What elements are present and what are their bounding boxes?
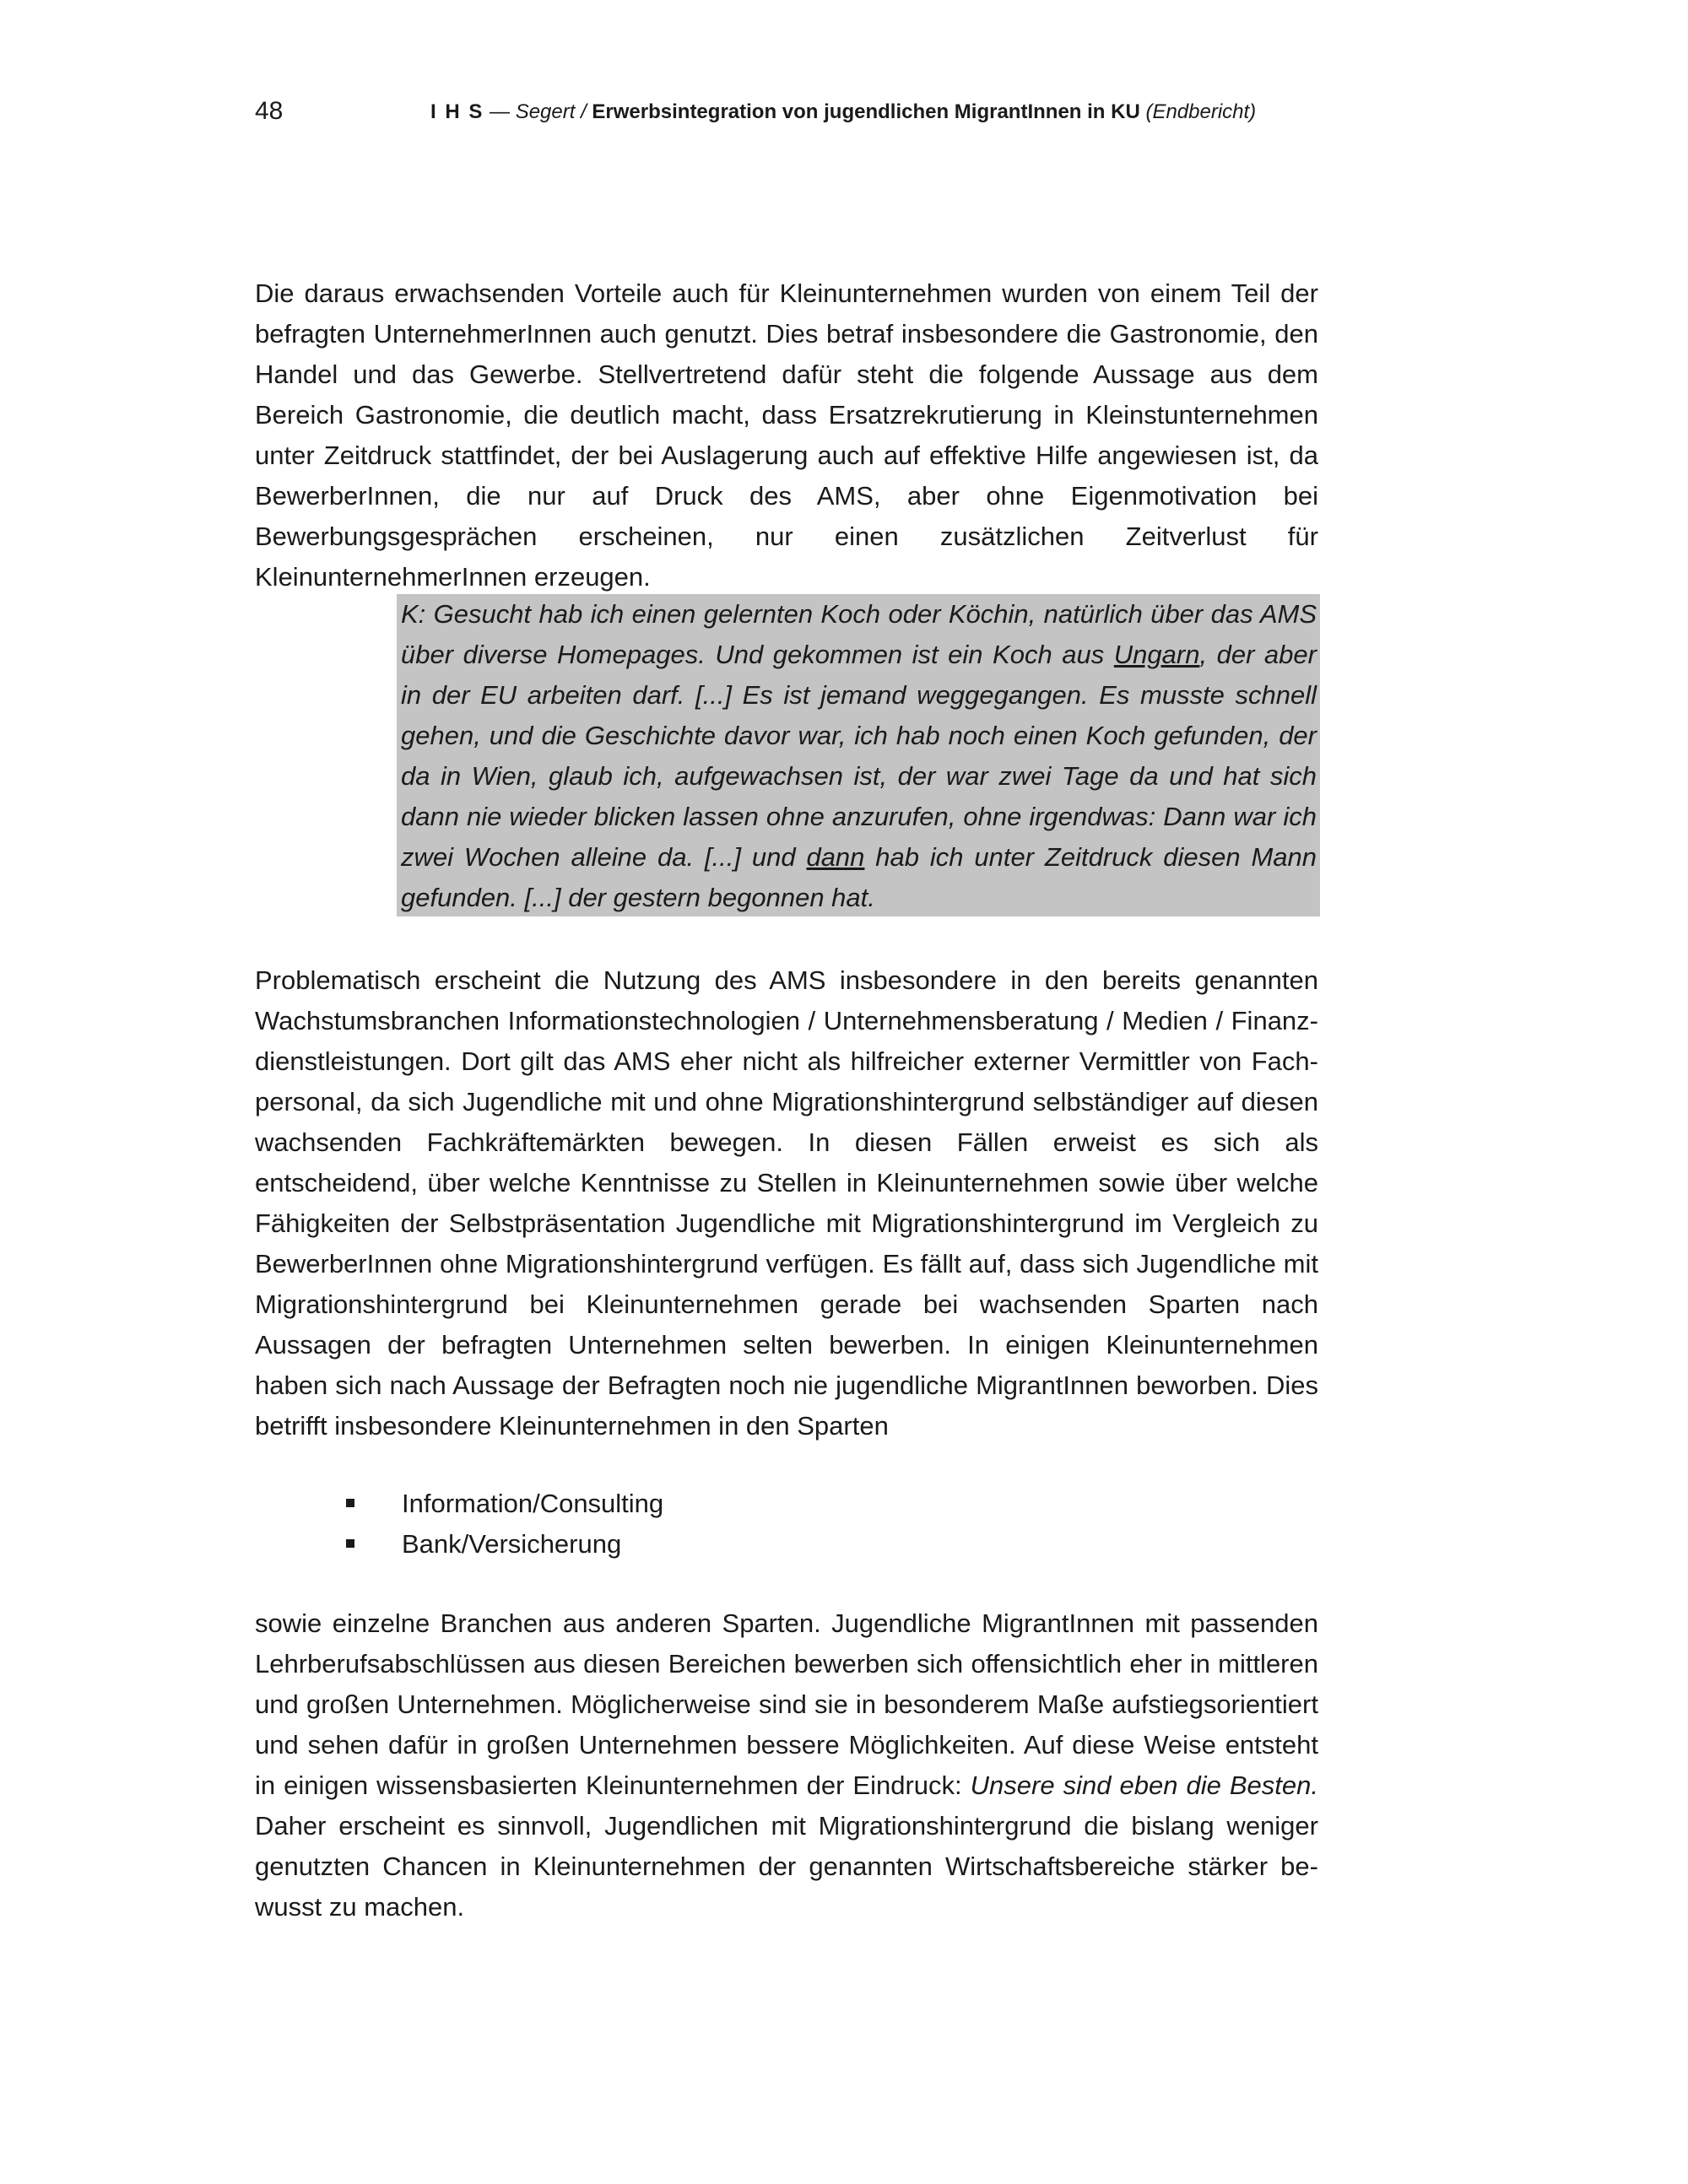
page-number: 48 [255, 97, 284, 125]
header-report-tag: (Endbericht) [1145, 100, 1257, 123]
conclusion-italic-quote: Unsere sind eben die Besten. [970, 1770, 1318, 1800]
paragraph-conclusion [255, 1603, 1318, 1927]
quote-underlined-ungarn: Ungarn [1113, 640, 1200, 669]
sector-list [346, 1484, 663, 1565]
list-item-label: Bank/Versicherung [402, 1529, 622, 1559]
header-author: Segert / [515, 100, 587, 123]
conclusion-segment: Daher erscheint es sinnvoll, Jugendlichen mit Migrationshintergrund die bislang weniger genutzten Chancen in Kleinunternehmen der genannten Wirtschaftsbereiche stärker bewusst zu machen. [255, 1811, 1318, 1922]
quote-underlined-dann: dann [806, 842, 865, 872]
header-title: Erwerbsintegration von jugendlichen MigrantInnen in KU [586, 100, 1140, 123]
quote-segment: , der aber in der EU arbeiten darf. [...] Es ist jemand weggegangen. Es musste schnell gehen, und die Geschichte davor war, ich hab noch einen Koch gefunden, der da in Wien, glaub ich, aufgewachsen ist, der war zwei Tage da und hat sich dann nie wieder blicken lassen ohne anzurufen, ohne irgendwas: Dann war ich zwei Wochen alleine da. [...] und [401, 640, 1317, 872]
interview-quote-text [401, 594, 1317, 918]
paragraph-problem: Problematisch erscheint die Nutzung des AMS insbesondere in den bereits genannten Wachstumsbranchen Informationstechnologien / Unternehmensberatung / Medien / Finanzdienstleistungen. Dort gilt das AMS eher nicht als hilfreicher externer Vermittler von Fachpersonal, da sich Jugendliche mit und ohne Migrationshintergrund selbständiger auf diesen wachsenden Fachkräftemärkten bewegen. In diesen Fällen erweist es sich als entscheidend, über welche Kenntnisse zu Stellen in Kleinunternehmen sowie über welche Fähigkeiten der Selbstpräsentation Jugendliche mit Migrationshintergrund im Vergleich zu BewerberInnen ohne Migrationshintergrund verfügen. Es fällt auf, dass sich Jugendliche mit Migrationshintergrund bei Kleinunternehmen gerade bei wachsenden Sparten nach Aussagen der befragten Unternehmen selten bewerben. In einigen Kleinunternehmen haben sich nach Aussage der Befragten noch nie jugendliche MigrantInnen beworben. Dies betrifft insbesondere Kleinunternehmen in den Sparten [255, 965, 1318, 1441]
list-item [346, 1524, 663, 1565]
list-item [346, 1484, 663, 1524]
paragraph-intro: Die daraus erwachsenden Vorteile auch für Kleinunternehmen wurden von einem Teil der befragten UnternehmerInnen auch genutzt. Dies betraf insbesondere die Gastronomie, den Handel und das Gewerbe. Stellvertretend dafür steht die folgende Aussage aus dem Bereich Gastronomie, die deutlich macht, dass Ersatzrekrutierung in Kleinstunternehmen unter Zeitdruck stattfindet, der bei Auslagerung auch auf effektive Hilfe angewiesen ist, da BewerberInnen, die nur auf Druck des AMS, aber ohne Eigenmotivation bei Bewerbungsgesprächen erscheinen, nur einen zusätzlichen Zeitverlust für KleinunternehmerInnen erzeugen. [255, 278, 1318, 592]
running-header [430, 98, 1256, 127]
square-bullet-icon [346, 1539, 354, 1548]
interview-quote [397, 594, 1320, 916]
header-dash: — [484, 100, 516, 123]
quote-segment: hab ich unter Zeitdruck diesen Mann gefunden. [...] der gestern begonnen hat. [401, 842, 1317, 912]
list-item-label: Information/Consulting [402, 1489, 664, 1518]
header-institute: I H S [430, 100, 484, 123]
square-bullet-icon [346, 1499, 354, 1507]
quote-segment: K: Gesucht hab ich einen gelernten Koch oder Köchin, natürlich über das AMS über diverse Homepages. Und gekommen ist ein Koch aus [401, 599, 1317, 669]
conclusion-segment: sowie einzelne Branchen aus anderen Sparten. Jugendliche MigrantInnen mit passenden Lehrberufsabschlüssen aus diesen Bereichen bewerben sich offensichtlich eher in mittleren und großen Unternehmen. Möglicherweise sind sie in besonderem Maße aufstiegsorientiert und sehen dafür in großen Unternehmen bessere Möglichkeiten. Auf diese Weise entsteht in einigen wissensbasierten Kleinunternehmen der Eindruck: [255, 1608, 1318, 1800]
